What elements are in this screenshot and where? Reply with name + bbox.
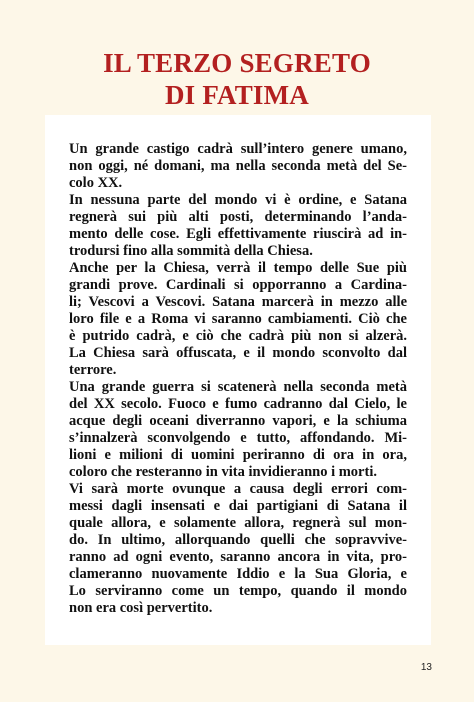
text-line: lioni e milioni di uomini periranno di ora in ora, [69,447,407,463]
text-line: non era così pervertito. [69,600,213,616]
text-line: trodursi fino alla sommità della Chiesa. [69,243,313,259]
paragraph-4 [69,379,407,481]
paragraph-2 [69,192,407,260]
text-line: In nessuna parte del mondo vi è ordine, e Satana [69,192,407,208]
text-line: ranno ad ogni evento, saranno ancora in vita, pro- [69,549,407,565]
title-line-1: IL TERZO SEGRETO [103,48,371,79]
title-line-2: DI FATIMA [164,80,310,111]
paragraph-1 [69,141,407,192]
text-line: del XX secolo. Fuoco e fumo cadranno dal Cielo, le [69,396,407,412]
text-line: terrore. [69,362,117,378]
text-line: colo XX. [69,175,123,191]
text-line: grandi prove. Cardinali si opporranno a Cardina- [69,277,407,293]
text-line: loro file e a Roma vi saranno cambiamenti. Ciò che [69,311,407,327]
text-line: li; Vescovi a Vescovi. Satana marcerà in mezzo alle [69,294,407,310]
text-line: mento delle cose. Egli effettivamente riuscirà ad in- [69,226,407,242]
text-line: Vi sarà morte ovunque a causa degli errori com- [69,481,407,497]
text-line: regnerà sui più alti posti, determinando l’anda- [69,209,407,225]
text-line: non oggi, né domani, ma nella seconda metà del Se- [69,158,407,174]
page-number: 13 [420,662,432,673]
text-line: quale allora, e solamente allora, regnerà sul mon- [69,515,407,531]
text-panel [45,115,431,645]
text-line: acque degli oceani diverranno vapori, e la schiuma [69,413,407,429]
paragraph-5 [69,481,407,617]
text-line: do. In ultimo, allorquando quelli che sopravvive- [69,532,407,548]
text-line: messi dagli insensati e dai partigiani di Satana il [69,498,407,514]
text-line: Lo serviranno come un tempo, quando il mondo [69,583,407,599]
paragraph-3 [69,260,407,379]
text-line: coloro che resteranno in vita invidieranno i morti. [69,464,377,480]
text-line: La Chiesa sarà offuscata, e il mondo sconvolto dal [69,345,407,361]
text-line: s’innalzerà sconvolgendo e tutto, affondando. Mi- [69,430,407,446]
text-line: è putrido cadrà, e ciò che cadrà più non si alzerà. [69,328,407,344]
text-line: Anche per la Chiesa, verrà il tempo delle Sue più [69,260,407,276]
text-line: clameranno nuovamente Iddio e la Sua Gloria, e [69,566,407,582]
text-line: Una grande guerra si scatenerà nella seconda metà [69,379,407,395]
text-line: Un grande castigo cadrà sull’intero genere umano, [69,141,407,157]
page-title [0,47,474,111]
